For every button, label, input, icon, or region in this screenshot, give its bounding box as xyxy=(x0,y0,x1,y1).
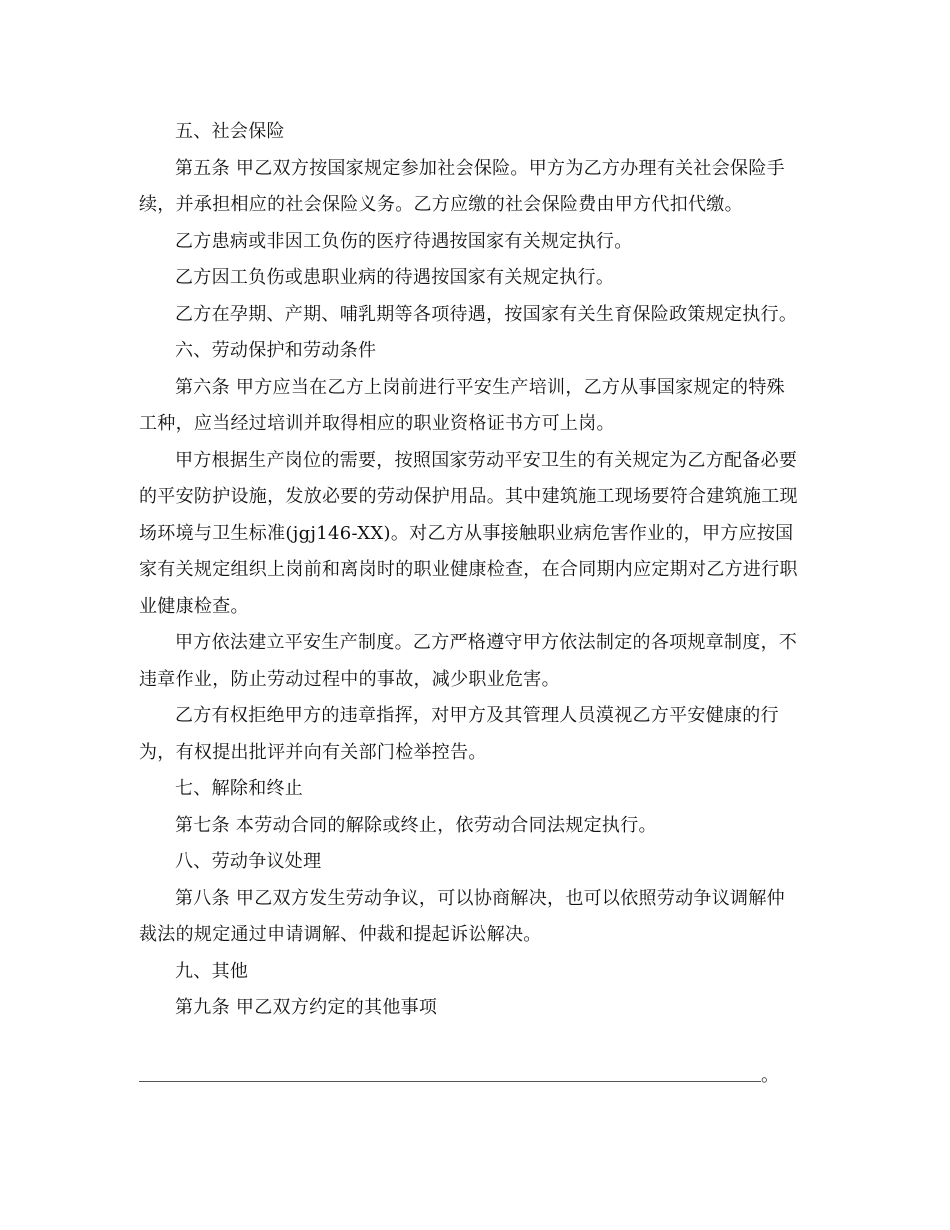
text-line: 裁法的规定通过申请调解、仲裁和提起诉讼解决。 xyxy=(139,924,542,945)
contract-body xyxy=(139,114,811,1027)
text-line: 乙方在孕期、产期、哺乳期等各项待遇，按国家有关生育保险政策规定执行。 xyxy=(175,303,798,325)
text-line: 业健康检查。 xyxy=(139,595,249,617)
text-line: 违章作业，防止劳动过程中的事故，减少职业危害。 xyxy=(139,668,560,690)
text-line: 第五条 甲乙双方按国家规定参加社会保险。甲方为乙方办理有关社会保险手 xyxy=(175,157,785,179)
text-line: 甲方依法建立平安生产制度。乙方严格遵守甲方依法制定的各项规章制度，不 xyxy=(175,632,798,653)
text-line: 乙方患病或非因工负伤的医疗待遇按国家有关规定执行。 xyxy=(175,230,633,252)
text-line: 九、其他 xyxy=(175,960,249,982)
text-line: 甲方根据生产岗位的需要，按照国家劳动平安卫生的有关规定为乙方配备必要 xyxy=(175,449,798,471)
text-line: 工种，应当经过培训并取得相应的职业资格证书方可上岗。 xyxy=(139,413,615,434)
text-line: 乙方有权拒绝甲方的违章指挥，对甲方及其管理人员漠视乙方平安健康的行 xyxy=(175,705,779,726)
text-line: 的平安防护设施，发放必要的劳动保护用品。其中建筑施工现场要符合建筑施工现 xyxy=(139,486,798,507)
text-line: 八、劳动争议处理 xyxy=(175,851,322,872)
text-line: 七、解除和终止 xyxy=(175,778,304,799)
text-line: 五、社会保险 xyxy=(175,121,285,142)
text-line: 第九条 甲乙双方约定的其他事项 xyxy=(175,997,438,1018)
text-line: 家有关规定组织上岗前和离岗时的职业健康检查，在合同期内应定期对乙方进行职 xyxy=(139,559,798,580)
fill-in-blank xyxy=(139,1066,779,1086)
blank-end-punctuation: 。 xyxy=(761,1065,779,1086)
text-line: 场环境与卫生标准(jgj146-XX)。对乙方从事接触职业病危害作业的，甲方应按国 xyxy=(139,522,794,544)
text-line: 第七条 本劳动合同的解除或终止，依劳动合同法规定执行。 xyxy=(175,814,657,836)
text-line: 为，有权提出批评并向有关部门检举控告。 xyxy=(139,741,487,763)
blank-underline xyxy=(139,1081,761,1082)
text-line: 续，并承担相应的社会保险义务。乙方应缴的社会保险费由甲方代扣代缴。 xyxy=(139,194,743,215)
text-line: 乙方因工负伤或患职业病的待遇按国家有关规定执行。 xyxy=(175,267,615,288)
text-line: 六、劳动保护和劳动条件 xyxy=(175,340,377,361)
text-line: 第八条 甲乙双方发生劳动争议，可以协商解决，也可以依照劳动争议调解仲 xyxy=(175,887,785,909)
text-line: 第六条 甲方应当在乙方上岗前进行平安生产培训，乙方从事国家规定的特殊 xyxy=(175,376,785,398)
